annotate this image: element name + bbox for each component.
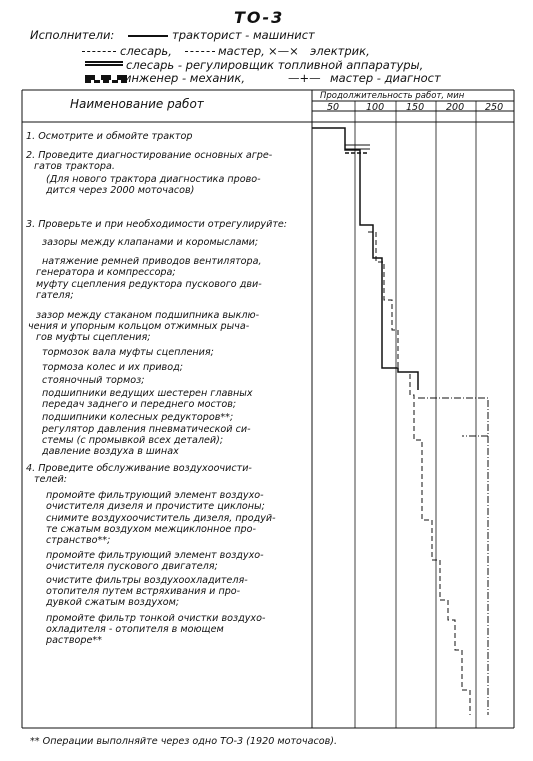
work-item: натяжение ремней приводов вентилятора, <box>42 256 262 267</box>
work-item: тормоза колес и их привод; <box>42 362 183 373</box>
work-item: 4. Проведите обслуживание воздухоочисти- <box>26 463 252 474</box>
work-item: 1. Осмотрите и обмойте трактор <box>26 131 193 142</box>
legend-engineer: инженер - механик, <box>124 71 245 85</box>
footnote: ** Операции выполняйте через одно ТО-3 (1920 моточасов). <box>30 736 338 747</box>
work-item: регулятор давления пневматической си- <box>42 424 251 435</box>
tick-250: 250 <box>485 102 504 113</box>
work-item: дувкой сжатым воздухом; <box>46 597 180 608</box>
work-item: снимите воздухоочиститель дизеля, продуй- <box>46 513 276 524</box>
work-item: подшипники колесных редукторов**; <box>42 412 234 423</box>
legend-electrician: электрик, <box>310 44 370 58</box>
work-item: муфту сцепления редуктора пускового дви- <box>36 279 262 290</box>
work-item: телей: <box>34 474 67 485</box>
legend-foreman: мастер, <box>218 44 265 58</box>
work-item: гатов трактора. <box>34 161 115 172</box>
work-item: передач заднего и переднего мостов; <box>42 399 237 410</box>
legend-fitter: слесарь, <box>120 44 172 58</box>
work-item: гов муфты сцепления; <box>36 332 151 343</box>
work-item: 3. Проверьте и при необходимости отрегулируйте: <box>26 219 288 230</box>
tick-200: 200 <box>446 102 465 113</box>
work-item: промойте фильтрующий элемент воздухо- <box>46 490 264 501</box>
legend-driver: тракторист - машинист <box>172 28 315 42</box>
work-item: давление воздуха в шинах <box>42 446 179 457</box>
page-title: ТО-3 <box>234 8 285 27</box>
work-item: стемы (с промывкой всех деталей); <box>42 435 224 446</box>
work-column-header: Наименование работ <box>70 97 204 111</box>
work-item: промойте фильтр тонкой очистки воздухо- <box>46 613 266 624</box>
work-item: промойте фильтрующий элемент воздухо- <box>46 550 264 561</box>
legend-fuel-fitter: слесарь - регулировщик топливной аппаратуры, <box>126 58 424 72</box>
work-item: зазоры между клапанами и коромыслами; <box>42 237 259 248</box>
legend-diagnostician: мастер - диагност <box>330 71 441 85</box>
work-item: 2. Проведите диагностирование основных агре- <box>26 150 273 161</box>
tick-100: 100 <box>366 102 385 113</box>
work-item: тормозок вала муфты сцепления; <box>42 347 214 358</box>
work-item: чения и упорным кольцом отжимных рыча- <box>28 321 250 332</box>
work-item: дится через 2000 моточасов) <box>46 185 195 196</box>
work-item: стояночный тормоз; <box>42 375 145 386</box>
work-item: подшипники ведущих шестерен главных <box>42 388 253 399</box>
legend-prefix: Исполнители: <box>30 28 115 42</box>
diagnostician-line-icon: —+— <box>288 71 321 85</box>
work-item: (Для нового трактора диагностика прово- <box>46 174 261 185</box>
tick-150: 150 <box>406 102 425 113</box>
work-item: очистите фильтры воздухоохладителя- <box>46 575 248 586</box>
work-item: отопителя путем встряхивания и про- <box>46 586 241 597</box>
work-item: очистителя пускового двигателя; <box>46 561 218 572</box>
time-column-header: Продолжительность работ, мин <box>320 91 465 101</box>
work-item: генератора и компрессора; <box>36 267 176 278</box>
work-item: зазор между стаканом подшипника выклю- <box>36 310 260 321</box>
work-item: гателя; <box>36 290 74 301</box>
tick-50: 50 <box>327 102 340 113</box>
electrician-line-icon: ×—× <box>268 44 299 58</box>
work-item: те сжатым воздухом межциклонное про- <box>46 524 256 535</box>
work-item: растворе** <box>46 635 102 646</box>
work-item: странство**; <box>46 535 111 546</box>
work-item: охладителя - отопителя в моющем <box>46 624 224 635</box>
work-item: очистителя дизеля и прочистите циклоны; <box>46 501 265 512</box>
